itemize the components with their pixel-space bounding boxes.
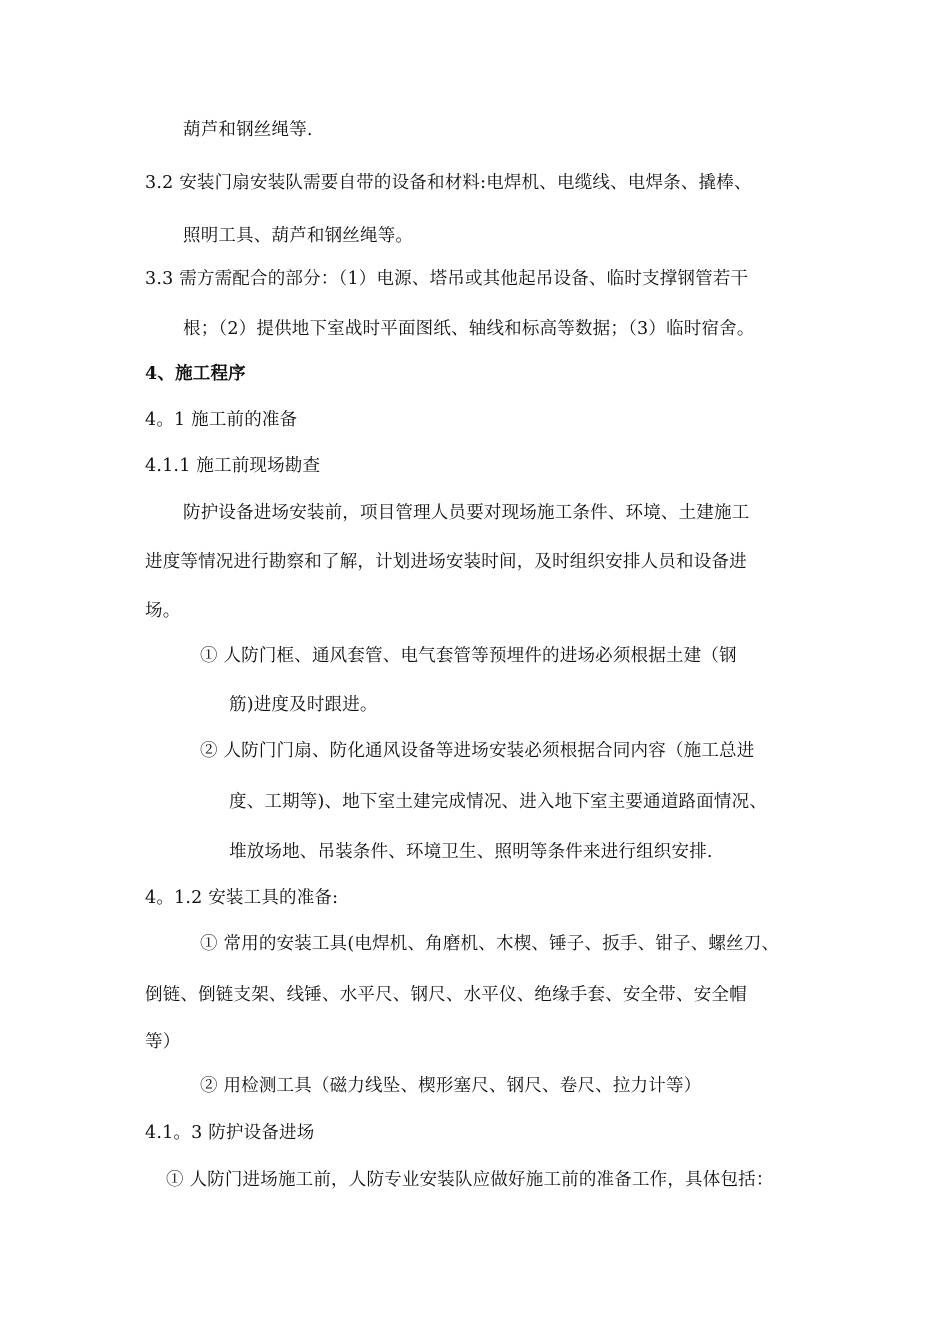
tools-item-1-line-1: ① 常用的安装工具(电焊机、角磨机、木楔、锤子、扳手、钳子、螺丝刀、 xyxy=(200,934,780,954)
paragraph-line-2: 进度等情况进行勘察和了解，计划进场安装时间，及时组织安排人员和设备进 xyxy=(145,552,747,572)
tools-item-2: ② 用检测工具（磁力线坠、楔形塞尺、钢尺、卷尺、拉力计等） xyxy=(200,1076,702,1096)
text-line-2: 3.2 安装门扇安装队需要自带的设备和材料:电焊机、电缆线、电焊条、撬棒、 xyxy=(145,173,752,193)
text-line-3: 照明工具、葫芦和钢丝绳等。 xyxy=(183,226,414,246)
paragraph-line-3: 场。 xyxy=(145,601,181,621)
text-line-5: 根；（2）提供地下室战时平面图纸、轴线和标高等数据；（3）临时宿舍。 xyxy=(183,319,755,339)
equipment-heading: 4.1。3 防护设备进场 xyxy=(145,1123,315,1143)
tools-heading: 4。1.2 安装工具的准备: xyxy=(145,888,339,908)
list-item-1-line-1: ① 人防门框、通风套管、电气套管等预埋件的进场必须根据土建（钢 xyxy=(200,646,737,666)
paragraph-line-1: 防护设备进场安装前，项目管理人员要对现场施工条件、环境、土建施工 xyxy=(183,503,750,523)
list-item-2-line-2: 度、工期等)、地下室土建完成情况、进入地下室主要通道路面情况、 xyxy=(229,792,768,812)
section-heading: 4、施工程序 xyxy=(145,364,246,384)
list-item-1-line-2: 筋)进度及时跟进。 xyxy=(229,695,378,715)
subsubsection-heading: 4.1.1 施工前现场勘查 xyxy=(145,456,321,476)
list-item-2-line-1: ② 人防门门扇、防化通风设备等进场安装必须根据合同内容（施工总进 xyxy=(200,741,755,761)
tools-item-1-line-3: 等） xyxy=(145,1032,181,1052)
text-line-1: 葫芦和钢丝绳等. xyxy=(183,120,313,140)
subsection-heading: 4。1 施工前的准备 xyxy=(145,410,298,430)
list-item-2-line-3: 堆放场地、吊装条件、环境卫生、照明等条件来进行组织安排. xyxy=(229,842,713,862)
equipment-item-1: ① 人防门进场施工前，人防专业安装队应做好施工前的准备工作，具体包括： xyxy=(166,1170,774,1190)
tools-item-1-line-2: 倒链、倒链支架、线锤、水平尺、钢尺、水平仪、绝缘手套、安全带、安全帽 xyxy=(145,985,747,1005)
text-line-4: 3.3 需方需配合的部分：（1）电源、塔吊或其他起吊设备、临时支撑钢管若干 xyxy=(145,269,749,289)
